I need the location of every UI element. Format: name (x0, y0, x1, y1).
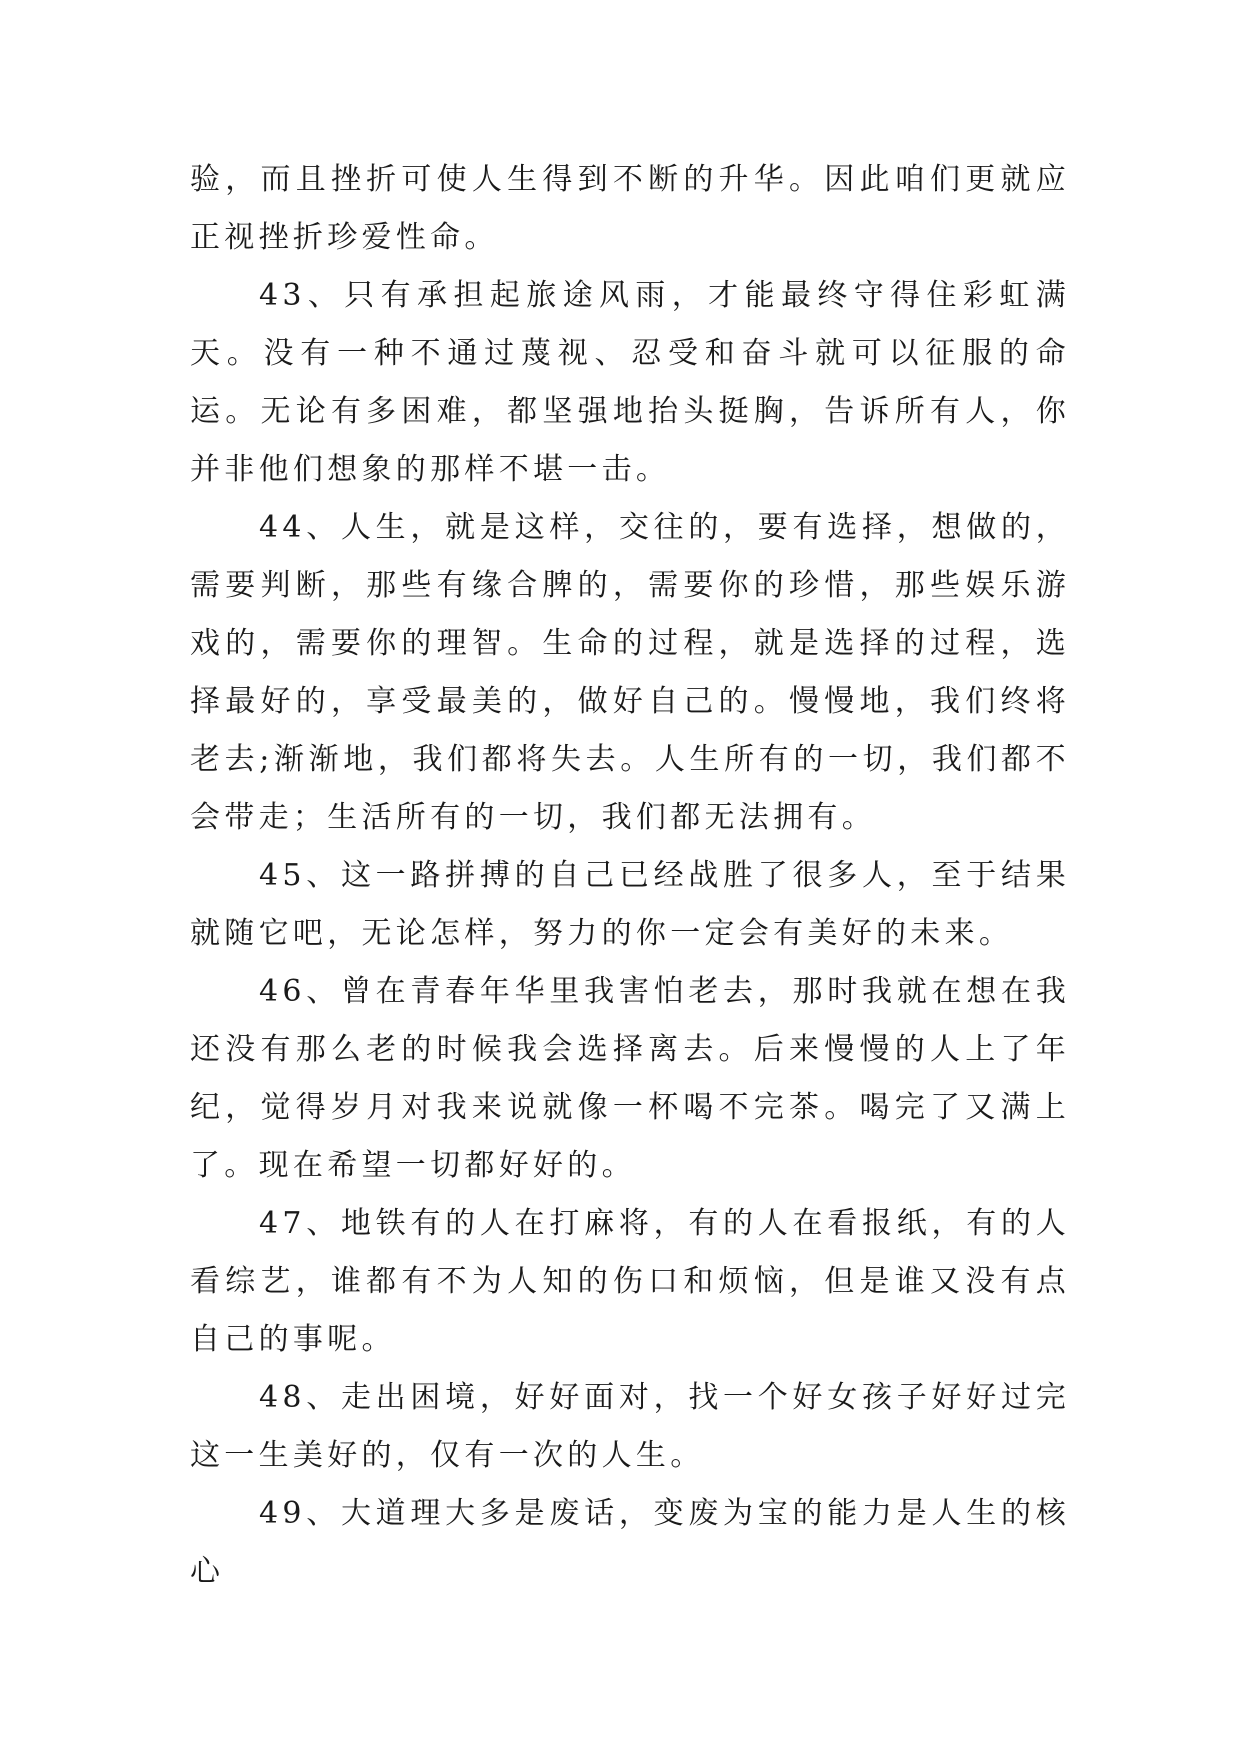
document-body (190, 151, 1070, 1601)
paragraph-continuation: 验，而且挫折可使人生得到不断的升华。因此咱们更就应正视挫折珍爱性命。 (190, 162, 1070, 255)
paragraph-44: 44、人生，就是这样，交往的，要有选择，想做的，需要判断，那些有缘合脾的，需要你的珍惜，那些娱乐游戏的，需要你的理智。生命的过程，就是选择的过程，选择最好的，享受最美的，做好自己的。慢慢地，我们终将老去;渐渐地，我们都将失去。人生所有的一切，我们都不会带走；生活所有的一切，我们都无法拥有。 (190, 510, 1070, 835)
paragraph-43: 43、只有承担起旅途风雨，才能最终守得住彩虹满天。没有一种不通过蔑视、忍受和奋斗就可以征服的命运。无论有多困难，都坚强地抬头挺胸，告诉所有人，你并非他们想象的那样不堪一击。 (190, 278, 1070, 487)
paragraph-48: 48、走出困境，好好面对，找一个好女孩子好好过完这一生美好的，仅有一次的人生。 (190, 1380, 1070, 1473)
paragraph-47: 47、地铁有的人在打麻将，有的人在看报纸，有的人看综艺，谁都有不为人知的伤口和烦恼，但是谁又没有点自己的事呢。 (190, 1206, 1070, 1357)
paragraph-49: 49、大道理大多是废话，变废为宝的能力是人生的核心 (190, 1496, 1070, 1589)
paragraph-45: 45、这一路拼搏的自己已经战胜了很多人，至于结果就随它吧，无论怎样，努力的你一定会有美好的未来。 (190, 858, 1070, 951)
paragraph-46: 46、曾在青春年华里我害怕老去，那时我就在想在我还没有那么老的时候我会选择离去。后来慢慢的人上了年纪，觉得岁月对我来说就像一杯喝不完茶。喝完了又满上了。现在希望一切都好好的。 (190, 974, 1070, 1183)
